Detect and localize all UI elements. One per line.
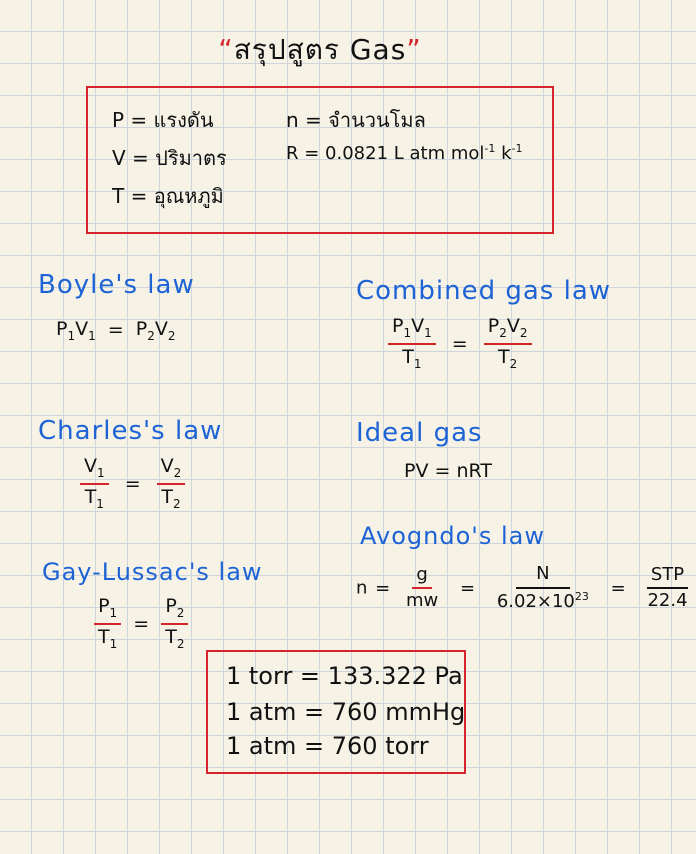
definition-r-k: k: [495, 143, 512, 164]
conversion-line: 1 torr = 133.322 Pa: [226, 662, 463, 690]
fraction: $\frac{P_1}{T_1}$: [94, 596, 121, 651]
fraction: $\frac{g}{mw}$: [405, 563, 439, 612]
fraction: $\frac{P_2V_2}{T_2}$: [484, 316, 532, 371]
fraction: $\frac{P_1V_1}{T_1}$: [388, 316, 436, 371]
definition-r-text: R = 0.0821 L atm mol: [286, 143, 485, 164]
fraction: $\frac{V_2}{T_2}$: [157, 456, 186, 511]
definition-r: [286, 142, 522, 164]
combined-gas-law-title: Combined gas law: [356, 276, 612, 306]
fraction: $\frac{P_2}{T_2}$: [161, 596, 188, 651]
charles-law-equation: $\frac{V_1}{T_1}$ = $\frac{V_2}{T_2}$: [76, 456, 189, 511]
definition-n: n = จำนวนโมล: [286, 108, 426, 132]
charles-law-title: Charles's law: [38, 416, 223, 446]
conversion-line: 1 atm = 760 mmHg: [226, 698, 466, 726]
avogadros-law-equation: n = $\frac{g}{mw}$ = $\frac{N}{6.02\times 10^{23}}$ = $\frac{\text{STP}}{22.4}$: [356, 564, 696, 612]
definition-r-exp1: -1: [484, 142, 496, 155]
definition-v: V = ปริมาตร: [112, 146, 227, 170]
fraction: $\frac{V_1}{T_1}$: [80, 456, 109, 511]
boyles-law-equation: $P_1V_1 = P_2V_2$: [56, 318, 176, 343]
title-quote-open: “: [218, 33, 234, 66]
combined-gas-law-equation: $\frac{P_1V_1}{T_1}$ = $\frac{P_2V_2}{T_2}$: [384, 316, 536, 371]
conversion-line: 1 atm = 760 torr: [226, 732, 429, 760]
fraction: $\frac{N}{6.02\times 10^{23}}$: [496, 563, 589, 612]
definition-p: P = แรงดัน: [112, 108, 214, 132]
title-quote-close: ”: [406, 33, 422, 66]
gay-lussac-law-equation: $\frac{P_1}{T_1}$ = $\frac{P_2}{T_2}$: [90, 596, 193, 651]
ideal-gas-equation: PV = nRT: [404, 460, 492, 482]
boyles-law-title: Boyle's law: [38, 270, 195, 300]
avogadros-law-title: Avogndo's law: [360, 522, 545, 550]
title-text: สรุปสูตร Gas: [233, 33, 407, 66]
definition-r-exp2: -1: [511, 142, 523, 155]
ideal-gas-title: Ideal gas: [356, 418, 483, 448]
definition-t: T = อุณหภูมิ: [112, 184, 224, 208]
page-title: [0, 28, 640, 72]
fraction: $\frac{\text{STP}}{22.4}$: [647, 563, 688, 612]
gay-lussac-law-title: Gay-Lussac's law: [42, 558, 263, 586]
